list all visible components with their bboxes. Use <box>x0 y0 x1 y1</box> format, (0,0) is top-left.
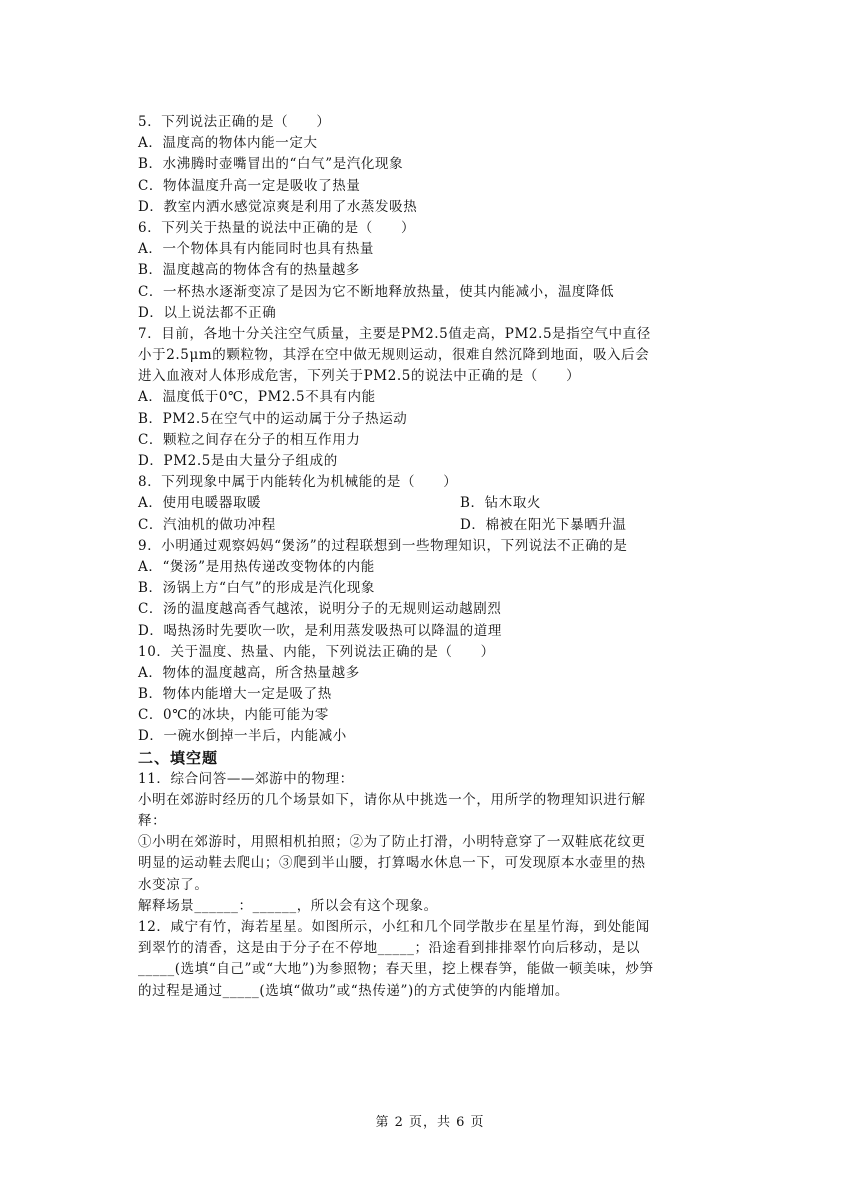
option-c: C．颗粒之间存在分子的相互作用力 <box>138 431 361 448</box>
question-stem: 8．下列现象中属于内能转化为机械能的是（ ） <box>138 474 458 491</box>
option-b: B．温度越高的物体含有的热量越多 <box>138 262 361 279</box>
question-stem: 5．下列说法正确的是（ ） <box>138 114 331 130</box>
option-c: C．物体温度升高一定是吸收了热量 <box>138 177 361 194</box>
option-c: C．汤的温度越高香气越浓，说明分子的无规则运动越剧烈 <box>138 601 502 618</box>
section-heading: 二、填空题 <box>138 748 219 767</box>
question-9 <box>138 536 738 642</box>
option-a: A．使用电暖器取暖 <box>138 495 262 512</box>
option-a: A．温度低于0℃，PM2.5不具有内能 <box>138 389 376 406</box>
option-b: B．汤锅上方“白气”的形成是汽化现象 <box>138 580 376 597</box>
question-stem-line: 小于2.5μm的颗粒物，其浮在空中做无规则运动，很难自然沉降到地面，吸入后会 <box>138 347 650 364</box>
option-row <box>138 515 738 536</box>
question-11 <box>138 769 738 917</box>
answer-line: 解释场景______：______，所以会有这个现象。 <box>138 897 438 914</box>
question-line: 12．咸宁有竹，海若星星。如图所示，小红和几个同学散步在星星竹海，到处能闻 <box>138 918 650 935</box>
question-stem: 6．下列关于热量的说法中正确的是（ ） <box>138 219 416 236</box>
option-c: C．汽油机的做功冲程 <box>138 516 276 533</box>
question-10 <box>138 642 738 748</box>
question-stem: 10．关于温度、热量、内能，下列说法正确的是（ ） <box>138 643 495 660</box>
question-stem-line: 进入血液对人体形成危害，下列关于PM2.5的说法中正确的是（ ） <box>138 368 581 385</box>
page-content <box>138 112 738 1002</box>
option-b: B．PM2.5在空气中的运动属于分子热运动 <box>138 410 408 427</box>
option-d: D．以上说法都不正确 <box>138 304 277 321</box>
option-row <box>138 493 738 514</box>
question-stem-line: 7．目前，各地十分关注空气质量，主要是PM2.5值走高，PM2.5是指空气中直径 <box>138 325 651 342</box>
option-d: D．教室内洒水感觉凉爽是利用了水蒸发吸热 <box>138 198 418 215</box>
question-7 <box>138 324 738 472</box>
question-6 <box>138 218 738 324</box>
option-b: B．钻木取火 <box>460 495 542 512</box>
option-d: D．一碗水倒掉一半后，内能减小 <box>138 728 347 745</box>
question-line: 11．综合问答——郊游中的物理： <box>138 770 354 787</box>
question-stem: 9．小明通过观察妈妈“煲汤”的过程联想到一些物理知识，下列说法不正确的是 <box>138 537 628 554</box>
page-footer: 第 2 页，共 6 页 <box>375 1115 485 1130</box>
question-line: 明显的运动鞋去爬山；③爬到半山腰，打算喝水休息一下，可发现原本水壶里的热 <box>138 855 646 872</box>
option-a: A．一个物体具有内能同时也具有热量 <box>138 241 374 258</box>
option-a: A．“煲汤”是用热传递改变物体的内能 <box>138 558 375 575</box>
option-a: A．温度高的物体内能一定大 <box>138 135 318 152</box>
question-line: _____(选填“自己”或“大地”)为参照物；春天里，挖上棵春笋，能做一顿美味，炒笋 <box>138 961 654 978</box>
option-d: D．PM2.5是由大量分子组成的 <box>138 453 338 469</box>
question-line: 到翠竹的清香，这是由于分子在不停地_____；沿途看到排排翠竹向后移动，是以 <box>138 940 641 957</box>
question-line: 水变凉了。 <box>138 876 209 893</box>
option-d: D．喝热汤时先要吹一吹，是利用蒸发吸热可以降温的道理 <box>138 622 502 639</box>
question-12 <box>138 917 738 1002</box>
option-b: B．水沸腾时壶嘴冒出的“白气”是汽化现象 <box>138 156 404 173</box>
question-line: 释： <box>138 813 167 829</box>
question-line: 的过程是通过_____(选填“做功”或“热传递”)的方式使笋的内能增加。 <box>138 982 569 999</box>
option-d: D．棉被在阳光下暴晒升温 <box>460 516 627 533</box>
option-b: B．物体内能增大一定是吸了热 <box>138 686 332 703</box>
question-line: 小明在郊游时经历的几个场景如下，请你从中挑选一个，用所学的物理知识进行解 <box>138 791 646 808</box>
question-5 <box>138 112 738 218</box>
option-a: A．物体的温度越高，所含热量越多 <box>138 664 360 681</box>
question-line: ①小明在郊游时，用照相机拍照；②为了防止打滑，小明特意穿了一双鞋底花纹更 <box>138 834 646 851</box>
option-c: C．一杯热水逐渐变凉了是因为它不断地释放热量，使其内能减小，温度降低 <box>138 283 615 300</box>
option-c: C．0℃的冰块，内能可能为零 <box>138 707 329 724</box>
question-8 <box>138 472 738 536</box>
